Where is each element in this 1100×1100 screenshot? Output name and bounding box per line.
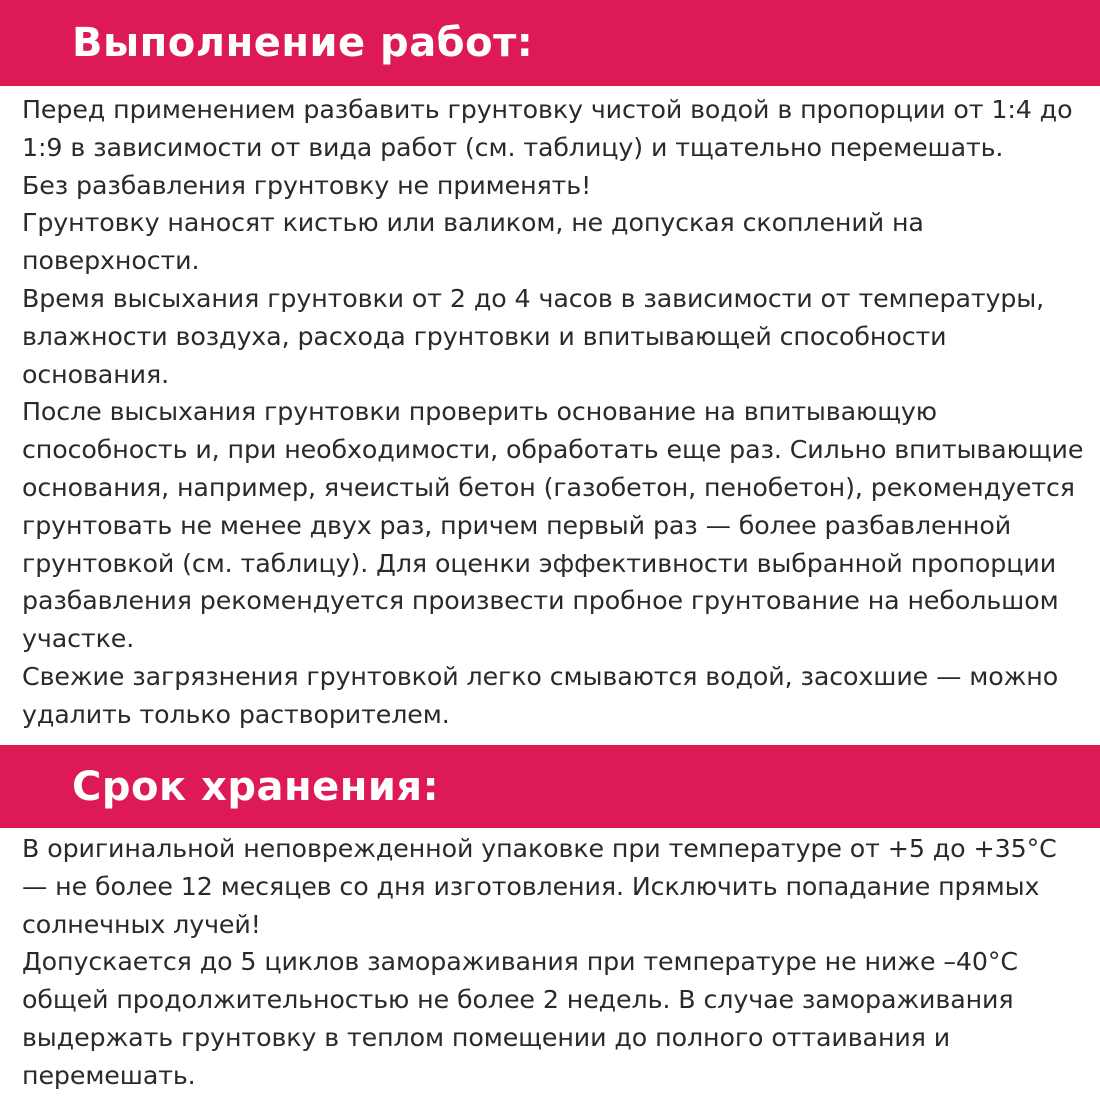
- storage-paragraph-freezing: Допускается до 5 циклов замораживания при температуре не ниже –40°C общей продолжительностью не более 2 недель. В случае замораживания выдержать грунтовку в теплом помещении до полного оттаивания и перемешать.: [22, 947, 1018, 1090]
- works-paragraph-dilution: Перед применением разбавить грунтовку чистой водой в пропорции от 1:4 до 1:9 в зависимости от вида работ (см. таблицу) и тщательно перемешать.: [22, 95, 1073, 162]
- works-paragraph-cleanup: Свежие загрязнения грунтовкой легко смываются водой, засохшие — можно удалить только растворителем.: [22, 661, 1059, 729]
- works-section-header: [0, 0, 1100, 86]
- storage-paragraph-shelf-life: В оригинальной неповрежденной упаковке при температуре от +5 до +35°C — не более 12 месяцев со дня изготовления. Исключить попадание прямых солнечных лучей!: [22, 834, 1057, 939]
- works-section-body: [22, 91, 1084, 734]
- storage-section-title: Срок хранения:: [72, 763, 440, 810]
- works-paragraph-application: Грунтовку наносят кистью или валиком, не допуская скоплений на поверхности.: [22, 208, 924, 276]
- storage-section-header: [0, 745, 1100, 828]
- works-section-title: Выполнение работ:: [72, 20, 534, 66]
- works-paragraph-warning: Без разбавления грунтовку не применять!: [22, 170, 592, 200]
- storage-section-body: [22, 830, 1084, 1095]
- works-paragraph-drying-time: Время высыхания грунтовки от 2 до 4 часов в зависимости от температуры, влажности воздуха, расхода грунтовки и впитывающей способности основания.: [22, 283, 1045, 389]
- works-paragraph-absorbency-check: После высыхания грунтовки проверить основание на впитывающую способность и, при необходимости, обработать еще раз. Сильно впитывающие основания, например, ячеистый бетон (газобетон, пенобетон), рекомендуется грунтовать не менее двух раз, причем первый раз — более разбавленной грунтовкой (см. таблицу). Для оценки эффективности выбранной пропорции разбавления рекомендуется произвести пробное грунтование на небольшом участке.: [22, 397, 1084, 654]
